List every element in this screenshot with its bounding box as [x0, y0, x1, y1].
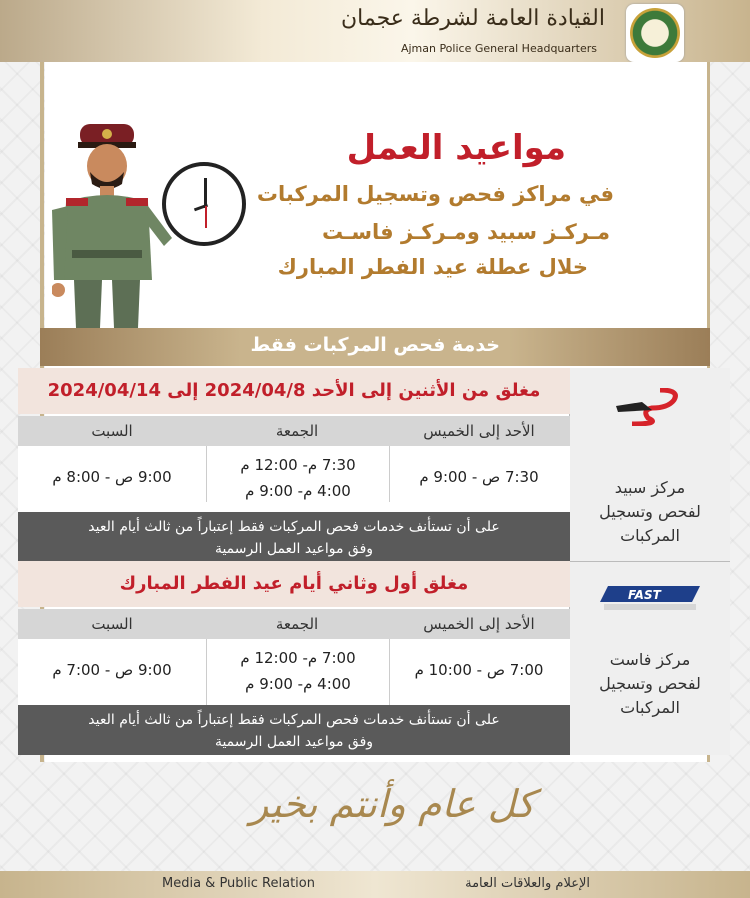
subtitle-line-1: في مراكز فحص وتسجيل المركبات — [256, 182, 614, 206]
fast-header-fri: الجمعة — [275, 615, 319, 633]
footer-bar — [0, 871, 750, 898]
fast-header-sun-thu: الأحد إلى الخميس — [423, 615, 535, 633]
fast-header-sat: السبت — [91, 615, 133, 633]
fast-sun-thu-hours: 7:00 ص - 10:00 م — [414, 661, 544, 679]
fast-logo-cell — [569, 561, 730, 755]
footer-arabic: الإعلام والعلاقات العامة — [465, 876, 590, 891]
header-bar — [0, 0, 750, 62]
speed-closed-notice: مغلق من الأثنين إلى الأحد 2024/04/8 إلى 2024/04/14 — [18, 368, 570, 414]
clock-icon — [162, 162, 246, 246]
subtitle-line-2: مـركـز سبيد ومـركـز فاسـت — [321, 220, 610, 244]
header-sun-thu: الأحد إلى الخميس — [423, 422, 535, 440]
fast-name-line-2: لفحص وتسجيل — [599, 674, 701, 693]
svg-text:FAST: FAST — [628, 588, 661, 602]
fast-note-line-2: وفق مواعيد العمل الرسمية — [214, 734, 374, 750]
speed-logo-icon — [612, 388, 688, 426]
eid-greeting: كل عام وأنتم بخير — [250, 782, 535, 826]
speed-resume-note — [18, 512, 570, 562]
fast-hours-row — [18, 639, 570, 705]
fast-closed-notice: مغلق أول وثاني أيام عيد الفطر المبارك — [18, 561, 570, 607]
service-band-label: خدمة فحص المركبات فقط — [250, 334, 500, 356]
speed-name-line-2: لفحص وتسجيل — [599, 502, 701, 521]
speed-table-header — [18, 416, 570, 446]
page-title: مواعيد العمل — [346, 128, 566, 168]
fast-fri-hours-2: 4:00 م- 9:00 م — [245, 675, 351, 693]
fast-note-line-1: على أن تستأنف خدمات فحص المركبات فقط إعتباراً من ثالث أيام العيد — [88, 712, 500, 728]
speed-note-line-1: على أن تستأنف خدمات فحص المركبات فقط إعتباراً من ثالث أيام العيد — [88, 519, 500, 535]
header-sat: السبت — [91, 422, 133, 440]
police-officer-illustration — [52, 120, 172, 330]
org-name-arabic: القيادة العامة لشرطة عجمان — [341, 6, 605, 31]
speed-fri-hours-2: 4:00 م- 9:00 م — [245, 482, 351, 500]
speed-name-line-1: مركز سبيد — [614, 478, 686, 497]
fast-name-line-1: مركز فاست — [609, 650, 691, 669]
police-emblem-icon — [626, 4, 684, 62]
org-name-english: Ajman Police General Headquarters — [400, 42, 597, 55]
fast-name-line-3: المركبات — [620, 698, 680, 717]
speed-center-table — [18, 368, 730, 561]
header-fri: الجمعة — [275, 422, 319, 440]
service-band — [40, 328, 710, 366]
speed-name-line-3: المركبات — [620, 526, 680, 545]
speed-logo-cell — [569, 368, 730, 561]
fast-table-header — [18, 609, 570, 639]
footer-english: Media & Public Relation — [162, 876, 315, 891]
speed-note-line-2: وفق مواعيد العمل الرسمية — [214, 541, 374, 557]
speed-sun-thu-hours: 7:30 ص - 9:00 م — [419, 468, 539, 486]
fast-fri-hours-1: 7:00 م- 12:00 م — [240, 649, 356, 667]
speed-hours-row — [18, 446, 570, 512]
subtitle-line-3: خلال عطلة عيد الفطر المبارك — [277, 255, 588, 279]
fast-resume-note — [18, 705, 570, 755]
speed-fri-hours-1: 7:30 م- 12:00 م — [240, 456, 356, 474]
fast-center-table — [18, 561, 730, 754]
speed-sat-hours: 9:00 ص - 8:00 م — [52, 468, 172, 486]
fast-sat-hours: 9:00 ص - 7:00 م — [52, 661, 172, 679]
fast-logo-icon — [598, 584, 702, 614]
